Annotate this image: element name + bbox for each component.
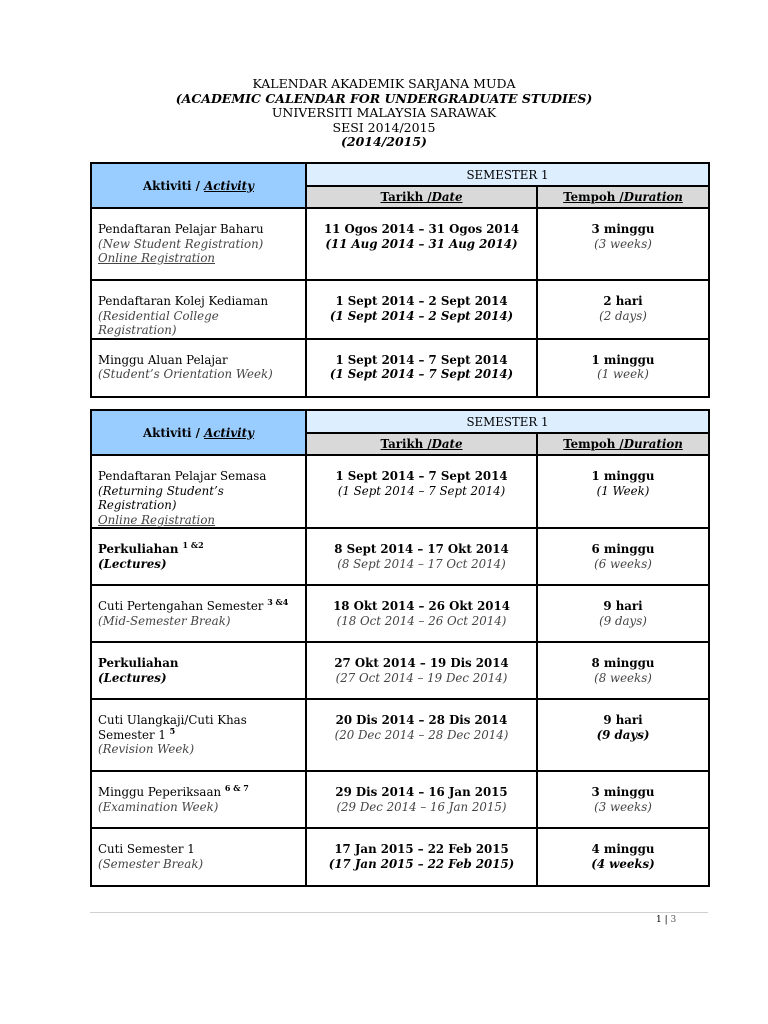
table-row <box>91 585 709 642</box>
activity-subtitle: (Lectures) <box>98 556 167 571</box>
activity-cell <box>91 699 306 771</box>
duration-label-en: Duration <box>623 437 683 451</box>
date-range: 17 Jan 2015 – 22 Feb 2015 <box>334 842 509 856</box>
activity-label-en: Activity <box>204 178 254 193</box>
activity-subtitle: (Examination Week) <box>98 799 219 814</box>
duration-value: 4 minggu <box>591 842 655 856</box>
date-range-english: (1 Sept 2014 – 7 Sept 2014) <box>329 367 514 381</box>
footnote-marker: 6 & 7 <box>224 783 249 794</box>
activity-name: Cuti Ulangkaji/Cuti Khas <box>98 713 247 727</box>
duration-english: (1 week) <box>597 367 649 381</box>
date-range-english: (11 Aug 2014 – 31 Aug 2014) <box>325 236 518 251</box>
activity-cell <box>91 208 306 280</box>
activity-subtitle: (Residential College Registration) <box>98 308 219 337</box>
date-range: 1 Sept 2014 – 7 Sept 2014 <box>335 469 508 483</box>
duration-cell <box>537 208 709 280</box>
activity-name-text: Minggu Peperiksaan <box>98 785 222 799</box>
duration-english: (6 weeks) <box>594 556 652 571</box>
activity-name: Pendaftaran Pelajar Semasa <box>98 469 267 483</box>
duration-english: (2 days) <box>599 308 647 323</box>
footnote-marker: 1 &2 <box>182 540 204 551</box>
table-row <box>91 280 709 339</box>
session-label: SESI 2014/2015 <box>332 119 436 135</box>
duration-cell <box>537 699 709 771</box>
footnote-marker: 3 &4 <box>267 597 289 608</box>
date-range: 29 Dis 2014 – 16 Jan 2015 <box>335 785 508 799</box>
duration-english: (4 weeks) <box>591 856 655 871</box>
activity-label-en: Activity <box>204 425 254 440</box>
date-range-english: (29 Dec 2014 – 16 Jan 2015) <box>336 799 507 814</box>
duration-cell <box>537 280 709 339</box>
duration-value: 8 minggu <box>591 656 655 670</box>
activity-subtitle: (Semester Break) <box>98 856 204 871</box>
activity-subtitle: (Mid-Semester Break) <box>98 613 231 628</box>
date-range-english: (17 Jan 2015 – 22 Feb 2015) <box>328 856 515 871</box>
activity-name <box>98 599 299 614</box>
duration-cell <box>537 339 709 397</box>
document-header <box>0 77 768 150</box>
activity-name-line2 <box>98 725 299 743</box>
activity-cell <box>91 528 306 585</box>
duration-cell <box>537 828 709 886</box>
date-cell <box>306 528 537 585</box>
table-row <box>91 771 709 828</box>
activity-subtitle: (Returning Student’s Registration) <box>98 483 224 512</box>
date-range: 1 Sept 2014 – 2 Sept 2014 <box>335 294 508 308</box>
date-range: 20 Dis 2014 – 28 Dis 2014 <box>335 713 508 727</box>
activity-name-text: Cuti Pertengahan Semester <box>98 599 264 613</box>
duration-english: (3 weeks) <box>594 799 652 814</box>
activity-subtitle: (Lectures) <box>98 670 167 685</box>
duration-label-ms: Tempoh / <box>563 190 624 204</box>
date-range: 8 Sept 2014 – 17 Okt 2014 <box>334 542 509 556</box>
activity-label-ms: Aktiviti / <box>143 425 200 440</box>
calendar-table-1 <box>90 162 710 398</box>
duration-value: 3 minggu <box>591 222 655 236</box>
activity-cell <box>91 339 306 397</box>
date-range: 11 Ogos 2014 – 31 Ogos 2014 <box>323 222 520 236</box>
duration-value: 9 hari <box>603 713 643 727</box>
duration-value: 2 hari <box>603 294 643 308</box>
activity-name: Cuti Semester 1 <box>98 842 195 856</box>
activity-header <box>91 163 306 208</box>
duration-english: (3 weeks) <box>594 236 652 251</box>
date-range-english: (8 Sept 2014 – 17 Oct 2014) <box>337 556 506 571</box>
date-range-english: (1 Sept 2014 – 2 Sept 2014) <box>329 308 514 323</box>
university-name: UNIVERSITI MALAYSIA SARAWAK <box>271 105 497 120</box>
activity-cell <box>91 642 306 699</box>
duration-english: (9 days) <box>596 727 650 742</box>
date-cell <box>306 585 537 642</box>
footnote-marker: 5 <box>169 725 176 736</box>
duration-english: (1 Week) <box>596 483 650 498</box>
calendar-table-2 <box>90 409 710 887</box>
table-row <box>91 642 709 699</box>
date-cell <box>306 339 537 397</box>
date-cell <box>306 828 537 886</box>
duration-cell <box>537 585 709 642</box>
date-header <box>306 433 537 455</box>
date-range-english: (20 Dec 2014 – 28 Dec 2014) <box>334 727 509 742</box>
date-label-ms: Tarikh / <box>380 190 432 204</box>
date-cell <box>306 455 537 528</box>
table-row <box>91 339 709 397</box>
date-cell <box>306 642 537 699</box>
activity-cell <box>91 455 306 528</box>
table-row <box>91 699 709 771</box>
activity-cell <box>91 771 306 828</box>
date-label-en: Date <box>431 190 463 204</box>
title-english: (ACADEMIC CALENDAR FOR UNDERGRADUATE STUDIES) <box>175 90 593 106</box>
duration-cell <box>537 528 709 585</box>
date-label-en: Date <box>431 437 463 451</box>
page-number <box>656 915 676 925</box>
page-total: 3 <box>670 915 677 925</box>
session-english: (2014/2015) <box>341 134 427 149</box>
date-range: 27 Okt 2014 – 19 Dis 2014 <box>334 656 509 670</box>
activity-name <box>98 785 299 800</box>
date-range: 1 Sept 2014 – 7 Sept 2014 <box>335 352 508 367</box>
duration-value: 1 minggu <box>591 352 655 367</box>
online-registration-link[interactable]: Online Registration <box>98 251 216 265</box>
activity-name: Perkuliahan <box>98 656 179 670</box>
activity-cell <box>91 585 306 642</box>
activity-name <box>98 542 299 557</box>
activity-subtitle: (New Student Registration) <box>98 236 264 251</box>
activity-cell <box>91 280 306 339</box>
activity-name-text: Perkuliahan <box>98 542 179 556</box>
date-cell <box>306 699 537 771</box>
date-range-english: (18 Oct 2014 – 26 Oct 2014) <box>336 613 507 628</box>
activity-subtitle: (Revision Week) <box>98 742 195 756</box>
duration-cell <box>537 642 709 699</box>
duration-header <box>537 433 709 455</box>
date-header <box>306 186 537 208</box>
duration-cell <box>537 455 709 528</box>
date-cell <box>306 280 537 339</box>
activity-header <box>91 410 306 455</box>
date-label-ms: Tarikh / <box>380 437 432 451</box>
duration-label-en: Duration <box>623 190 683 204</box>
online-registration-link[interactable]: Online Registration <box>98 512 216 527</box>
semester-header: SEMESTER 1 <box>306 163 709 186</box>
date-cell <box>306 208 537 280</box>
activity-name: Minggu Aluan Pelajar <box>98 352 228 367</box>
duration-cell <box>537 771 709 828</box>
date-range: 18 Okt 2014 – 26 Okt 2014 <box>333 599 510 613</box>
page-current: 1 <box>656 915 662 925</box>
duration-english: (9 days) <box>599 613 647 628</box>
semester-header: SEMESTER 1 <box>306 410 709 433</box>
date-range-english: (27 Oct 2014 – 19 Dec 2014) <box>335 670 508 685</box>
page-separator: | <box>661 915 671 925</box>
table-row <box>91 828 709 886</box>
table-row <box>91 208 709 280</box>
activity-cell <box>91 828 306 886</box>
duration-label-ms: Tempoh / <box>563 437 624 451</box>
duration-value: 1 minggu <box>591 469 655 483</box>
activity-name: Pendaftaran Kolej Kediaman <box>98 294 269 308</box>
duration-value: 3 minggu <box>591 785 655 799</box>
duration-header <box>537 186 709 208</box>
duration-value: 6 minggu <box>591 542 655 556</box>
duration-english: (8 weeks) <box>594 670 652 685</box>
table-row <box>91 455 709 528</box>
table-row <box>91 528 709 585</box>
date-cell <box>306 771 537 828</box>
activity-name: Pendaftaran Pelajar Baharu <box>98 222 264 236</box>
date-range-english: (1 Sept 2014 – 7 Sept 2014) <box>337 483 506 498</box>
duration-value: 9 hari <box>603 599 643 613</box>
activity-label-ms: Aktiviti / <box>143 178 200 193</box>
title-malay: KALENDAR AKADEMIK SARJANA MUDA <box>252 76 516 91</box>
footer-divider <box>90 912 708 913</box>
activity-name-text: Semester 1 <box>98 727 166 742</box>
activity-subtitle: (Student’s Orientation Week) <box>98 367 273 381</box>
